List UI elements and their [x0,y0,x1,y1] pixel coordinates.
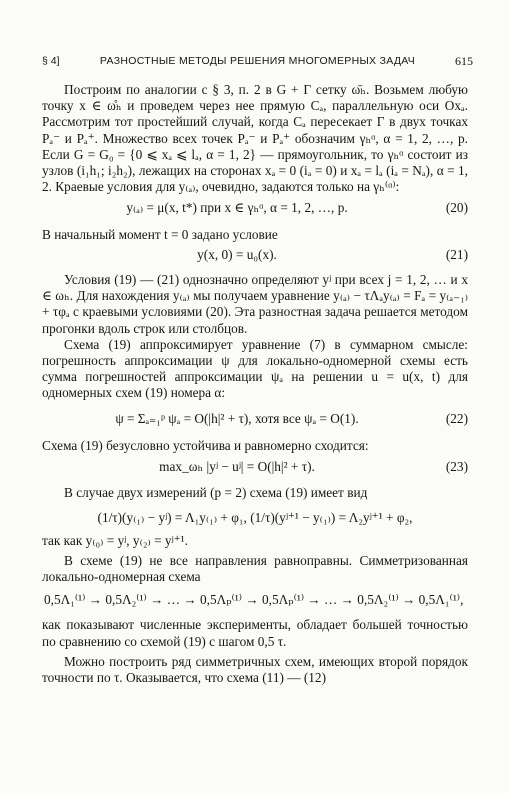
paragraph-1: Построим по аналогии с § 3, п. 2 в G + Γ сетку ω̄ₕ. Возьмем любую точку x ∈ ω̊ₕ и проведем через нее прямую Cₐ, параллельную оси Oxₐ. Рассмотрим тот простейший случай, когда Cₐ пересекает Γ в двух точках Pₐ⁻ и Pₐ⁺. Множество всех точек Pₐ⁻ и Pₐ⁺ обозначим γₕᵅ, α = 1, 2, …, p. Если G = G₀ = {0 ⩽ xₐ ⩽ lₐ, α = 1, 2} — прямоугольник, то γₕᵅ состоит из узлов (i₁h₁; i₂h₂), лежащих на сторонах xₐ = 0 (iₐ = 0) и xₐ = lₐ (iₐ = Nₐ), α = 1, 2. Краевые условия для y₍ₐ₎, очевидно, задаются только на γₕ⁽ᵅ⁾: [42,82,468,195]
paragraph-9: как показывают численные эксперименты, обладает большей точностью по сравнению со схемой (19) с шагом 0,5 τ. [42,617,468,649]
paragraph-10: Можно построить ряд симметричных схем, имеющих второй порядок точности по τ. Оказывается, что схема (11) — (12) [42,653,468,686]
formula-two-dim-expression: (1/τ)(y₍₁₎ − yʲ) = Λ₁y₍₁₎ + φ₁, (1/τ)(yʲ⁺¹ − y₍₁₎) = Λ₂yʲ⁺¹ + φ₂, [97,510,413,526]
paragraph-5: Схема (19) безусловно устойчива и равномерно сходится: [42,437,369,453]
running-header [42,52,473,70]
page-number: 615 [455,53,473,68]
section-marker: § 4] [42,55,60,67]
formula-23-number: (23) [445,459,468,475]
paragraph-8: В схеме (19) не все направления равноправны. Симметризованная локально-одномерная схема [42,552,468,585]
formula-21-number: (21) [445,246,468,262]
formula-21-expression: y(x, 0) = u₀(x). [197,246,277,262]
paragraph-6: В случае двух измерений (p = 2) схема (19) имеет вид [64,485,368,501]
formula-23-expression: max_ωₕ |yʲ − uʲ| = O(|h|² + τ). [159,459,315,475]
formula-symmetric-expression: 0,5Λ₁⁽¹⁾ → 0,5Λ₂⁽¹⁾ → … → 0,5Λₚ⁽¹⁾ → 0,5Λₚ⁽¹⁾ → … → 0,5Λ₂⁽¹⁾ → 0,5Λ₁⁽¹⁾, [44,592,464,608]
formula-symmetric-scheme [42,592,468,608]
formula-21 [42,247,468,263]
formula-22-number: (22) [445,410,468,426]
formula-20-expression: y₍ₐ₎ = μ(x, t*) при x ∈ γₕᵅ, α = 1, 2, …, p. [126,200,348,216]
page-body [42,82,468,686]
running-title: РАЗНОСТНЫЕ МЕТОДЫ РЕШЕНИЯ МНОГОМЕРНЫХ ЗАДАЧ [99,55,416,67]
formula-20-number: (20) [445,200,468,216]
formula-23 [42,459,468,475]
formula-20 [42,200,468,216]
formula-22-expression: ψ = Σₐ₌₁ᵖ ψₐ = O(|h|² + τ), хотя все ψₐ = O(1). [115,410,359,426]
paragraph-4: Схема (19) аппроксимирует уравнение (7) в суммарном смысле: погрешность аппроксимации ψ для локально-одномерной схемы есть сумма погрешностей аппроксимации ψₐ на решении u = u(x, t) для одномерных схем (19) номера α: [42,336,468,401]
paragraph-7: так как y₍₀₎ = yʲ, y₍₂₎ = yʲ⁺¹. [42,532,188,548]
paragraph-2: В начальный момент t = 0 задано условие [42,226,278,242]
paragraph-3: Условия (19) — (21) однозначно определяют yʲ при всех j = 1, 2, … и x ∈ ωₕ. Для нахождения y₍ₐ₎ мы получаем уравнение y₍ₐ₎ − τΛₐy₍ₐ₎ = Fₐ = y₍ₐ₋₁₎ + τφₐ с краевыми условиями (20). Эта разностная задача решается методом прогонки вдоль строк или столбцов. [42,272,468,336]
formula-22 [42,411,468,427]
formula-two-dim-scheme [42,510,468,526]
